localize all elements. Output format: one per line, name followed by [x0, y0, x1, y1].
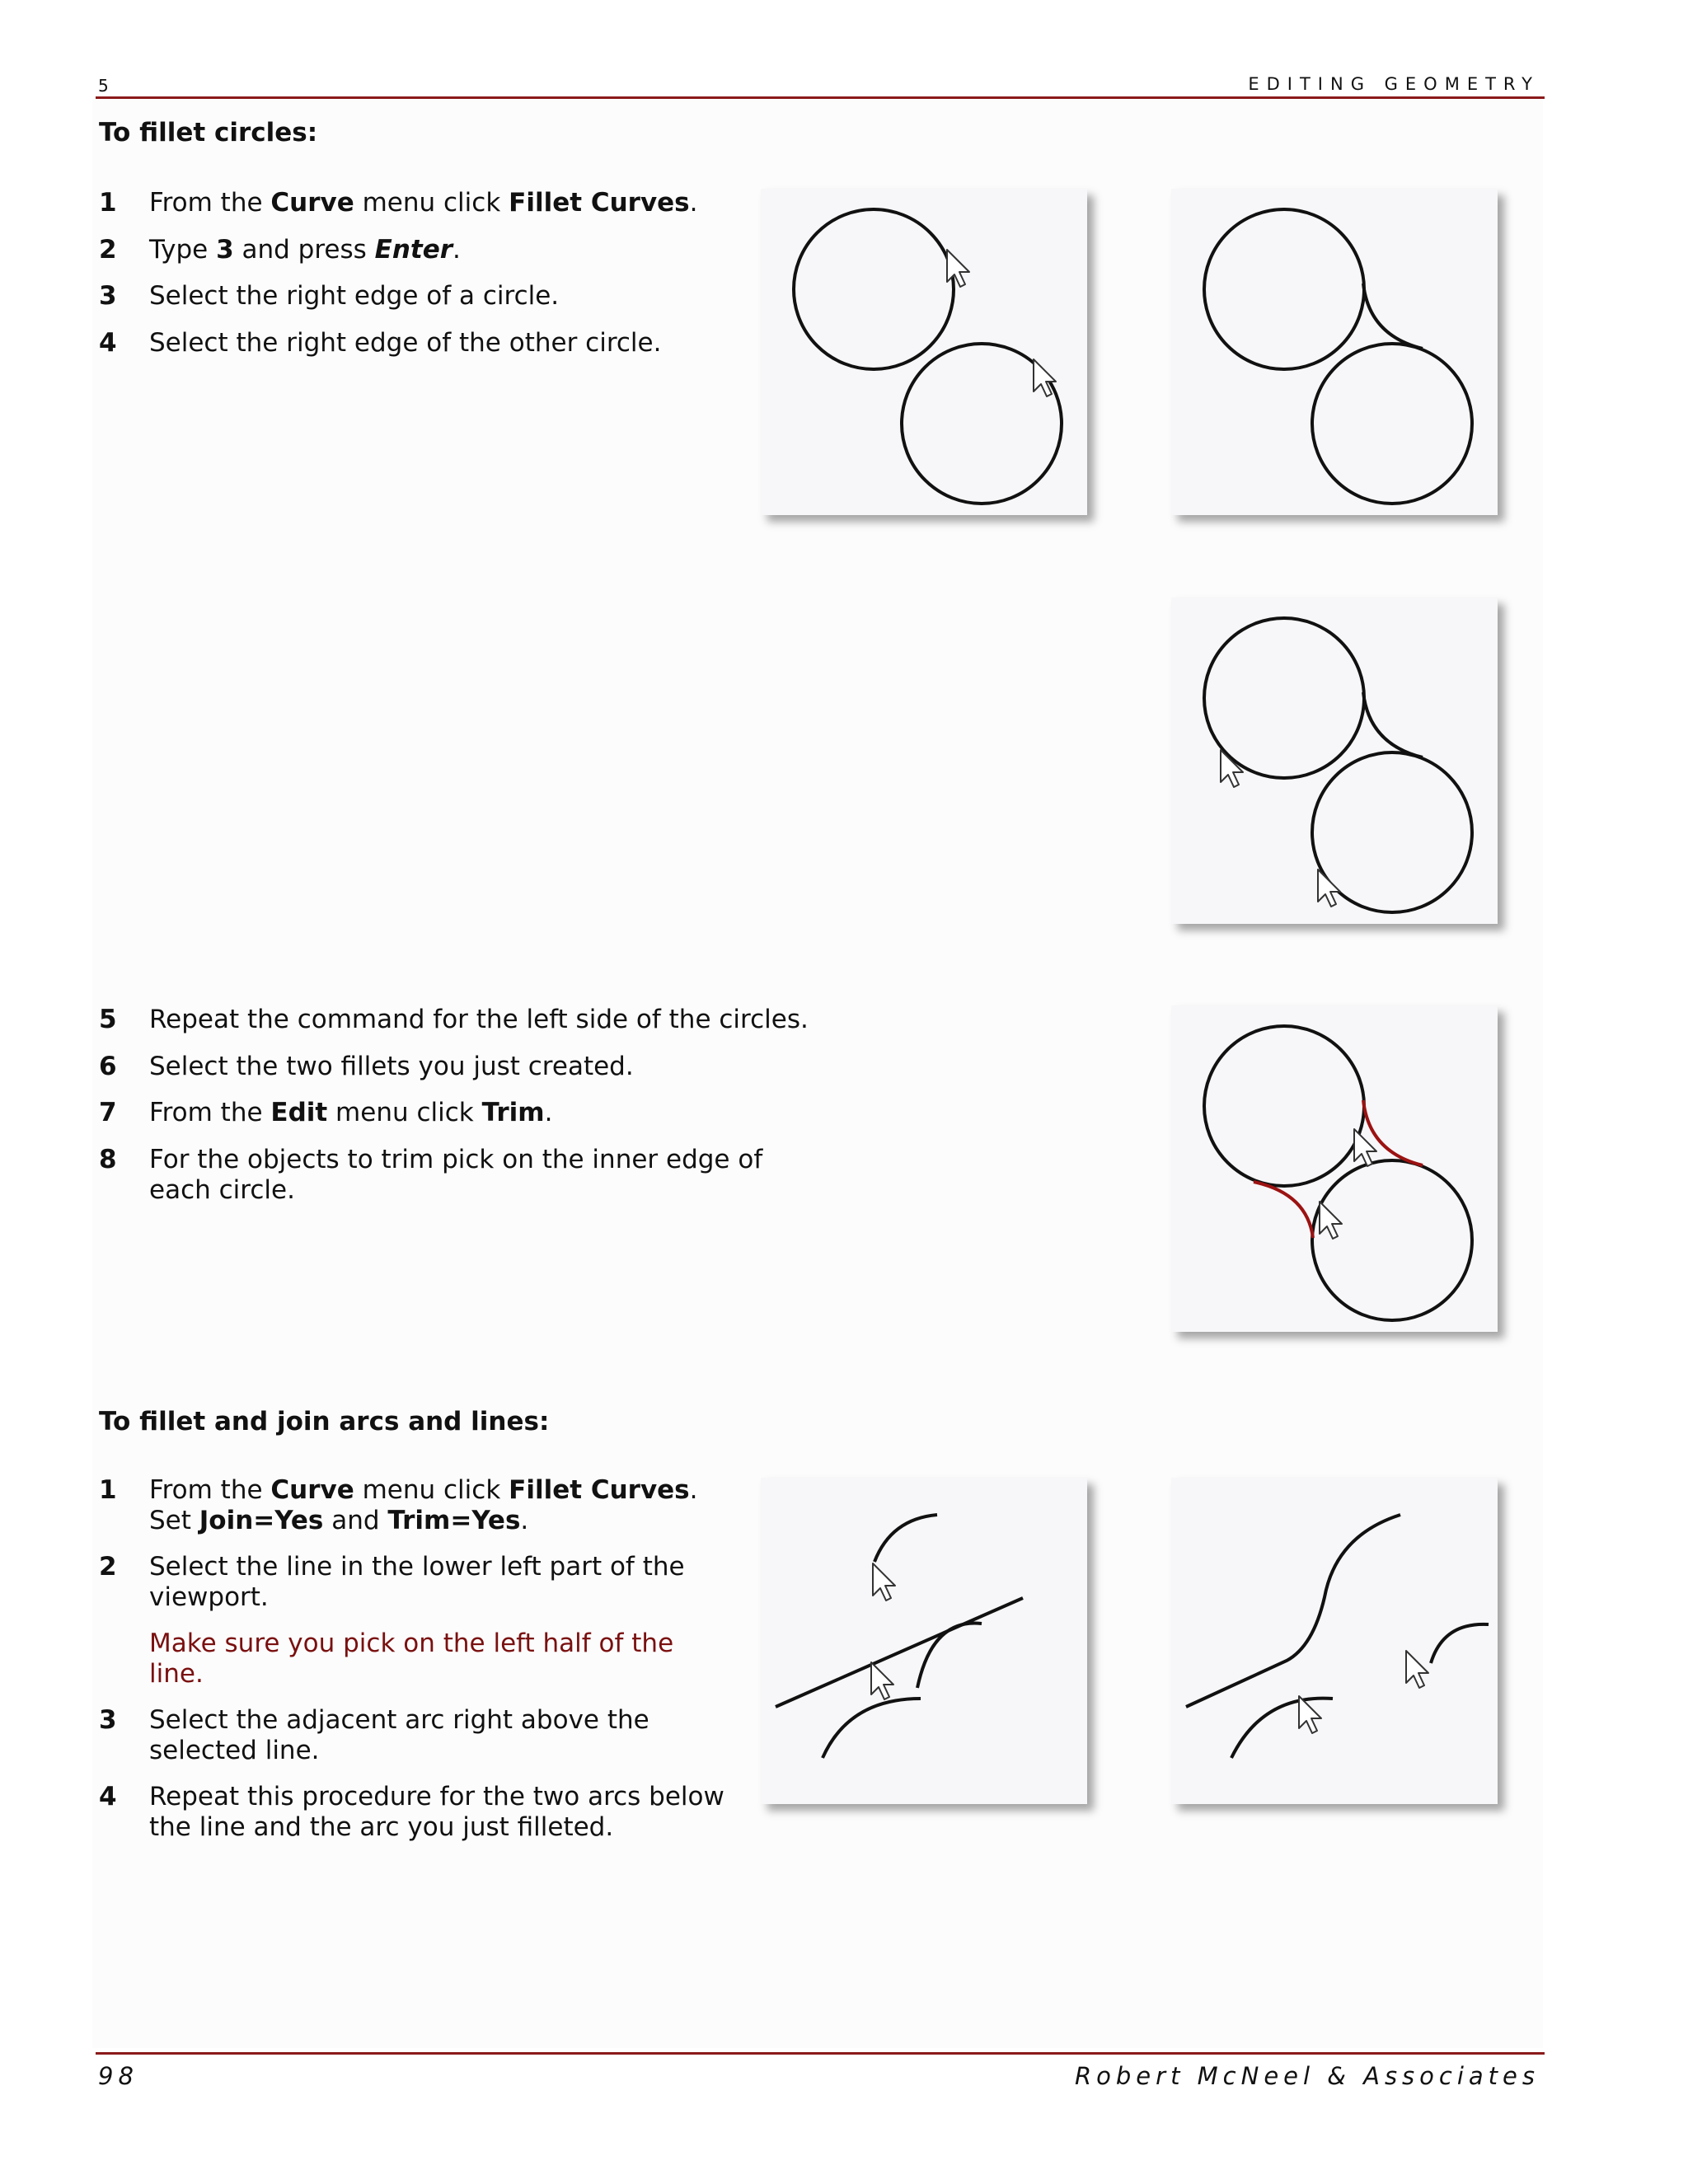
- step-number: 2: [99, 235, 117, 265]
- circle-lower: [1312, 344, 1472, 504]
- circle-upper: [1204, 1026, 1364, 1186]
- step-text: From the Curve menu click Fillet Curves.: [149, 188, 698, 218]
- circle-upper: [1204, 209, 1364, 369]
- arc-upper: [874, 1515, 937, 1562]
- cursor-arrow-icon: [1406, 1651, 1428, 1688]
- step-number: 6: [99, 1052, 117, 1081]
- figure-circles-select-left-edges: [1171, 598, 1498, 924]
- step-1: [99, 1475, 775, 1536]
- step-number: 2: [99, 1552, 117, 1582]
- step-number: 5: [99, 1005, 117, 1034]
- filleted-line-and-arc: [1186, 1515, 1400, 1707]
- cursor-arrow-icon: [1299, 1696, 1321, 1733]
- fillet-arc-right: [1363, 284, 1423, 349]
- step-text: For the objects to trim pick on the inner edge of each circle.: [149, 1145, 763, 1205]
- figure-arcs-line-before: [761, 1478, 1087, 1804]
- footer-page-number: 98: [98, 2062, 138, 2090]
- step-number: 7: [99, 1098, 117, 1127]
- note-text: Make sure you pick on the left half of the line.: [149, 1629, 674, 1689]
- step-number: 3: [99, 281, 117, 311]
- step-number: 8: [99, 1145, 117, 1174]
- section-heading-fillet-arcs-lines: To fillet and join arcs and lines:: [99, 1407, 550, 1436]
- fillet-arc-right: [1363, 692, 1423, 757]
- step-text: Type 3 and press Enter.: [149, 235, 461, 265]
- arc-lower: [1231, 1699, 1333, 1758]
- cursor-arrow-icon: [947, 250, 969, 287]
- figure-circles-trim-inner-edges: [1171, 1005, 1498, 1332]
- step-number: 4: [99, 328, 117, 358]
- step-number: 1: [99, 1475, 117, 1505]
- cursor-arrow-icon: [1221, 750, 1243, 787]
- step-text: Select the right edge of the other circle.: [149, 328, 662, 358]
- step-text: Select the two fillets you just created.: [149, 1052, 634, 1081]
- circle-lower: [1312, 1160, 1472, 1320]
- header-chapter-title: EDITING GEOMETRY: [1248, 74, 1540, 94]
- step-number: 1: [99, 188, 117, 218]
- line-diagonal: [776, 1598, 1023, 1707]
- cursor-arrow-icon: [1318, 869, 1340, 907]
- cursor-arrow-icon: [873, 1563, 895, 1601]
- step-text: Select the line in the lower left part of the viewport.: [149, 1552, 685, 1612]
- step-text: Select the right edge of a circle.: [149, 281, 560, 311]
- step-number: 3: [99, 1705, 117, 1735]
- step-text: Select the adjacent arc right above the selected line.: [149, 1705, 649, 1765]
- section-heading-fillet-circles: To fillet circles:: [99, 118, 318, 148]
- step-number: 4: [99, 1782, 117, 1811]
- arc-right: [917, 1623, 982, 1688]
- footer-rule: [96, 2052, 1545, 2055]
- circle-upper: [1204, 618, 1364, 778]
- circle-upper: [794, 209, 954, 369]
- footer-company: Robert McNeel & Associates: [1075, 2062, 1540, 2090]
- fillet-arc-right-red: [1363, 1100, 1423, 1165]
- cursor-arrow-icon: [1320, 1202, 1342, 1239]
- header-rule: [96, 96, 1545, 99]
- fillet-arc-left-red: [1254, 1182, 1313, 1238]
- cursor-arrow-icon: [871, 1662, 893, 1699]
- figure-circles-select-right-edges: [761, 189, 1087, 515]
- step-text: Repeat the command for the left side of the circles.: [149, 1005, 809, 1034]
- header-section-number: 5: [98, 76, 109, 96]
- cursor-arrow-icon: [1034, 359, 1056, 396]
- step-text: From the Edit menu click Trim.: [149, 1098, 553, 1127]
- arc-lower: [823, 1699, 921, 1758]
- figure-circles-right-fillet: [1171, 189, 1498, 515]
- figure-arcs-line-after: [1171, 1478, 1498, 1804]
- arc-right: [1431, 1624, 1489, 1663]
- step-text: Repeat this procedure for the two arcs below the line and the arc you just filleted.: [149, 1782, 724, 1842]
- step-text: From the Curve menu click Fillet Curves. Set Join=Yes and Trim=Yes.: [149, 1475, 698, 1535]
